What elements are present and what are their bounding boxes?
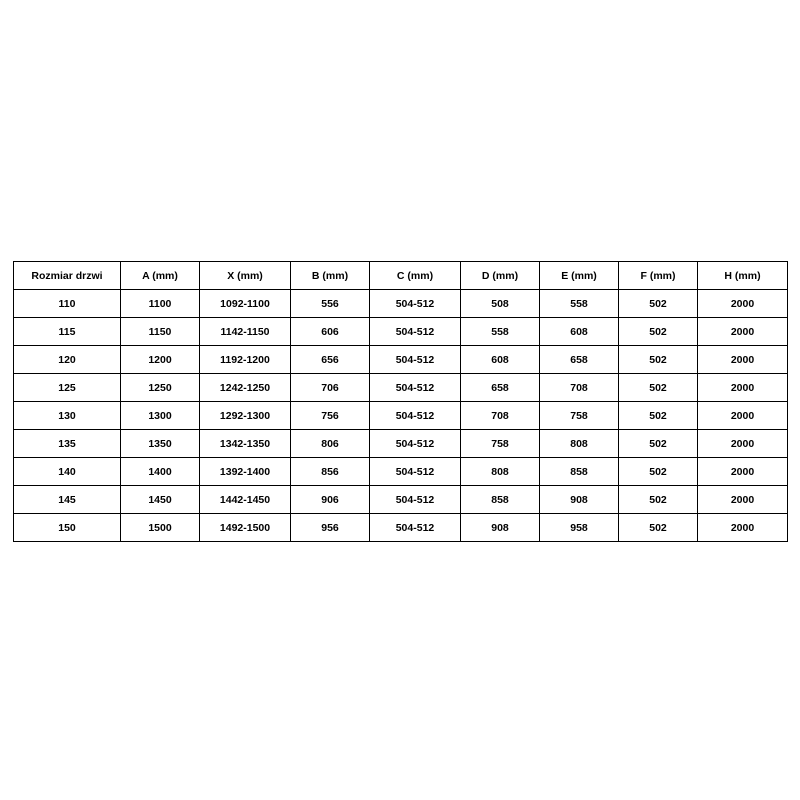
table-header-row bbox=[14, 262, 788, 290]
cell-a: 1500 bbox=[121, 514, 200, 542]
cell-rozmiar-drzwi: 145 bbox=[14, 486, 121, 514]
cell-d: 508 bbox=[461, 290, 540, 318]
cell-e: 558 bbox=[540, 290, 619, 318]
cell-h: 2000 bbox=[698, 514, 788, 542]
cell-rozmiar-drzwi: 115 bbox=[14, 318, 121, 346]
cell-a: 1200 bbox=[121, 346, 200, 374]
cell-h: 2000 bbox=[698, 318, 788, 346]
cell-rozmiar-drzwi: 135 bbox=[14, 430, 121, 458]
table-row bbox=[14, 346, 788, 374]
cell-rozmiar-drzwi: 150 bbox=[14, 514, 121, 542]
cell-a: 1400 bbox=[121, 458, 200, 486]
cell-c: 504-512 bbox=[370, 346, 461, 374]
cell-x: 1492-1500 bbox=[200, 514, 291, 542]
cell-f: 502 bbox=[619, 514, 698, 542]
cell-d: 858 bbox=[461, 486, 540, 514]
cell-c: 504-512 bbox=[370, 486, 461, 514]
table-row bbox=[14, 486, 788, 514]
cell-d: 608 bbox=[461, 346, 540, 374]
cell-h: 2000 bbox=[698, 346, 788, 374]
cell-a: 1250 bbox=[121, 374, 200, 402]
cell-c: 504-512 bbox=[370, 374, 461, 402]
cell-f: 502 bbox=[619, 458, 698, 486]
column-header-c: C (mm) bbox=[370, 262, 461, 290]
cell-a: 1450 bbox=[121, 486, 200, 514]
cell-rozmiar-drzwi: 120 bbox=[14, 346, 121, 374]
cell-d: 808 bbox=[461, 458, 540, 486]
cell-b: 756 bbox=[291, 402, 370, 430]
cell-e: 908 bbox=[540, 486, 619, 514]
cell-rozmiar-drzwi: 140 bbox=[14, 458, 121, 486]
cell-h: 2000 bbox=[698, 458, 788, 486]
cell-h: 2000 bbox=[698, 402, 788, 430]
cell-rozmiar-drzwi: 110 bbox=[14, 290, 121, 318]
column-header-e: E (mm) bbox=[540, 262, 619, 290]
cell-b: 806 bbox=[291, 430, 370, 458]
cell-x: 1192-1200 bbox=[200, 346, 291, 374]
cell-f: 502 bbox=[619, 402, 698, 430]
cell-c: 504-512 bbox=[370, 430, 461, 458]
cell-d: 708 bbox=[461, 402, 540, 430]
cell-x: 1242-1250 bbox=[200, 374, 291, 402]
cell-b: 906 bbox=[291, 486, 370, 514]
table-row bbox=[14, 290, 788, 318]
cell-rozmiar-drzwi: 130 bbox=[14, 402, 121, 430]
cell-e: 608 bbox=[540, 318, 619, 346]
cell-h: 2000 bbox=[698, 486, 788, 514]
cell-e: 708 bbox=[540, 374, 619, 402]
column-header-d: D (mm) bbox=[461, 262, 540, 290]
cell-c: 504-512 bbox=[370, 318, 461, 346]
cell-h: 2000 bbox=[698, 430, 788, 458]
table-row bbox=[14, 458, 788, 486]
cell-x: 1292-1300 bbox=[200, 402, 291, 430]
cell-f: 502 bbox=[619, 346, 698, 374]
cell-h: 2000 bbox=[698, 374, 788, 402]
cell-b: 606 bbox=[291, 318, 370, 346]
cell-x: 1142-1150 bbox=[200, 318, 291, 346]
column-header-b: B (mm) bbox=[291, 262, 370, 290]
cell-f: 502 bbox=[619, 430, 698, 458]
cell-b: 706 bbox=[291, 374, 370, 402]
column-header-a: A (mm) bbox=[121, 262, 200, 290]
cell-c: 504-512 bbox=[370, 514, 461, 542]
cell-d: 558 bbox=[461, 318, 540, 346]
cell-c: 504-512 bbox=[370, 402, 461, 430]
table-row bbox=[14, 430, 788, 458]
cell-e: 958 bbox=[540, 514, 619, 542]
cell-d: 758 bbox=[461, 430, 540, 458]
column-header-f: F (mm) bbox=[619, 262, 698, 290]
cell-e: 658 bbox=[540, 346, 619, 374]
cell-e: 858 bbox=[540, 458, 619, 486]
cell-f: 502 bbox=[619, 486, 698, 514]
cell-e: 808 bbox=[540, 430, 619, 458]
cell-a: 1300 bbox=[121, 402, 200, 430]
table-row bbox=[14, 402, 788, 430]
cell-x: 1392-1400 bbox=[200, 458, 291, 486]
cell-d: 658 bbox=[461, 374, 540, 402]
cell-c: 504-512 bbox=[370, 290, 461, 318]
table-row bbox=[14, 318, 788, 346]
cell-e: 758 bbox=[540, 402, 619, 430]
cell-a: 1100 bbox=[121, 290, 200, 318]
cell-a: 1150 bbox=[121, 318, 200, 346]
cell-f: 502 bbox=[619, 374, 698, 402]
cell-b: 556 bbox=[291, 290, 370, 318]
table-row bbox=[14, 374, 788, 402]
column-header-rozmiar-drzwi: Rozmiar drzwi bbox=[14, 262, 121, 290]
cell-h: 2000 bbox=[698, 290, 788, 318]
column-header-x: X (mm) bbox=[200, 262, 291, 290]
column-header-h: H (mm) bbox=[698, 262, 788, 290]
cell-b: 956 bbox=[291, 514, 370, 542]
cell-rozmiar-drzwi: 125 bbox=[14, 374, 121, 402]
door-size-spec-table bbox=[13, 261, 788, 542]
cell-f: 502 bbox=[619, 318, 698, 346]
cell-x: 1092-1100 bbox=[200, 290, 291, 318]
spec-table-container bbox=[13, 261, 787, 542]
cell-a: 1350 bbox=[121, 430, 200, 458]
cell-d: 908 bbox=[461, 514, 540, 542]
cell-b: 856 bbox=[291, 458, 370, 486]
cell-x: 1442-1450 bbox=[200, 486, 291, 514]
cell-b: 656 bbox=[291, 346, 370, 374]
cell-x: 1342-1350 bbox=[200, 430, 291, 458]
table-row bbox=[14, 514, 788, 542]
cell-f: 502 bbox=[619, 290, 698, 318]
cell-c: 504-512 bbox=[370, 458, 461, 486]
